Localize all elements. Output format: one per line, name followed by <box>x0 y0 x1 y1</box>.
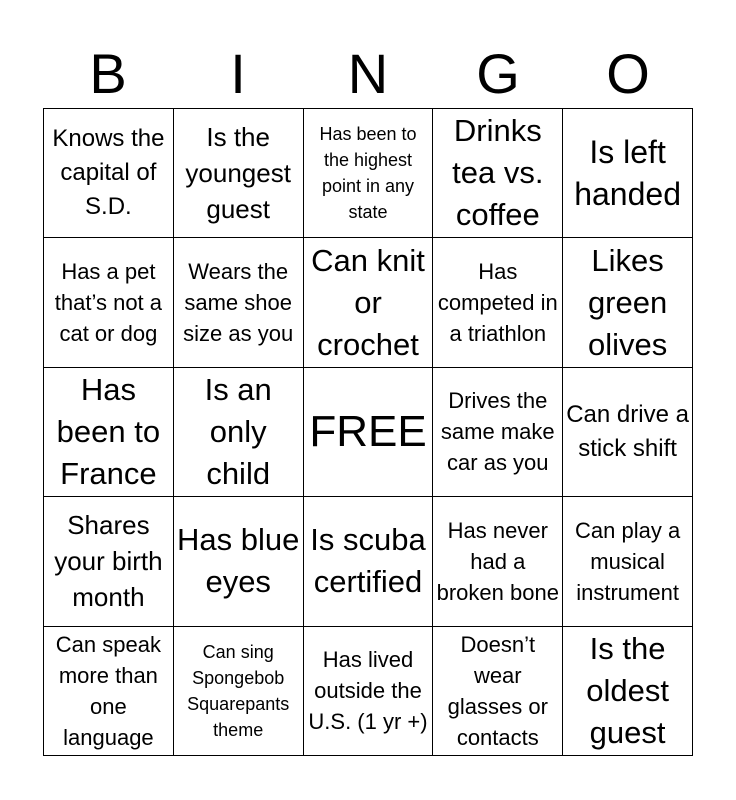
cell-text: Has lived outside the U.S. (1 yr +) <box>308 647 428 735</box>
bingo-cell[interactable] <box>433 627 563 756</box>
cell-text: Likes green olives <box>587 242 668 362</box>
bingo-cell[interactable] <box>433 238 563 367</box>
header-letter-n: N <box>347 42 389 105</box>
cell-text: Has never had a broken bone <box>436 517 559 605</box>
cell-text: Has competed in a triathlon <box>437 259 558 347</box>
cell-text: Can speak more than one language <box>55 631 161 750</box>
bingo-cell[interactable] <box>44 368 174 497</box>
bingo-cell[interactable] <box>433 497 563 626</box>
bingo-cell[interactable] <box>304 627 434 756</box>
bingo-cell[interactable] <box>563 238 693 367</box>
cell-text: Knows the capital of S.D. <box>52 125 165 221</box>
cell-text: Can knit or crochet <box>311 242 425 362</box>
header-letter-i: I <box>230 42 246 105</box>
bingo-cell[interactable] <box>304 109 434 238</box>
cell-text: Has been to France <box>56 372 161 491</box>
bingo-cell[interactable] <box>44 627 174 756</box>
bingo-cell[interactable] <box>433 109 563 238</box>
bingo-cell[interactable] <box>304 497 434 626</box>
cell-text: Drinks tea vs. coffee <box>452 113 544 233</box>
free-space-text: FREE <box>309 406 427 456</box>
bingo-cell[interactable] <box>44 109 174 238</box>
bingo-cell[interactable] <box>174 238 304 367</box>
cell-text: Wears the same shoe size as you <box>183 259 294 347</box>
cell-text: Can drive a stick shift <box>566 400 689 462</box>
cell-text: Has a pet that’s not a cat or dog <box>54 259 163 347</box>
cell-text: Drives the same make car as you <box>440 388 555 476</box>
cell-text: Has been to the highest point in any state <box>319 124 417 223</box>
free-space-cell[interactable] <box>304 368 434 497</box>
bingo-cell[interactable] <box>563 368 693 497</box>
cell-text: Doesn’t wear glasses or contacts <box>447 631 548 750</box>
bingo-cell[interactable] <box>563 627 693 756</box>
bingo-cell[interactable] <box>174 109 304 238</box>
header-letter-b: B <box>89 42 127 105</box>
cell-text: Has blue eyes <box>177 522 300 600</box>
bingo-cell[interactable] <box>433 368 563 497</box>
cell-text: Is the oldest guest <box>586 630 669 750</box>
cell-text: Is left handed <box>574 134 681 213</box>
cell-text: Shares your birth month <box>54 510 163 613</box>
header-letter-o: O <box>606 42 650 105</box>
bingo-cell[interactable] <box>174 627 304 756</box>
header-letter-g: G <box>476 42 520 105</box>
cell-text: Can play a musical instrument <box>575 517 681 605</box>
bingo-cell[interactable] <box>563 109 693 238</box>
bingo-board <box>43 108 693 756</box>
cell-text: Is scuba certified <box>310 522 426 600</box>
bingo-cell[interactable] <box>44 497 174 626</box>
bingo-cell[interactable] <box>44 238 174 367</box>
bingo-cell[interactable] <box>174 497 304 626</box>
cell-text: Can sing Spongebob Squarepants theme <box>187 641 290 740</box>
bingo-cell[interactable] <box>174 368 304 497</box>
bingo-cell[interactable] <box>304 238 434 367</box>
bingo-header <box>43 40 693 108</box>
bingo-cell[interactable] <box>563 497 693 626</box>
cell-text: Is an only child <box>204 372 272 491</box>
cell-text: Is the youngest guest <box>185 122 291 225</box>
